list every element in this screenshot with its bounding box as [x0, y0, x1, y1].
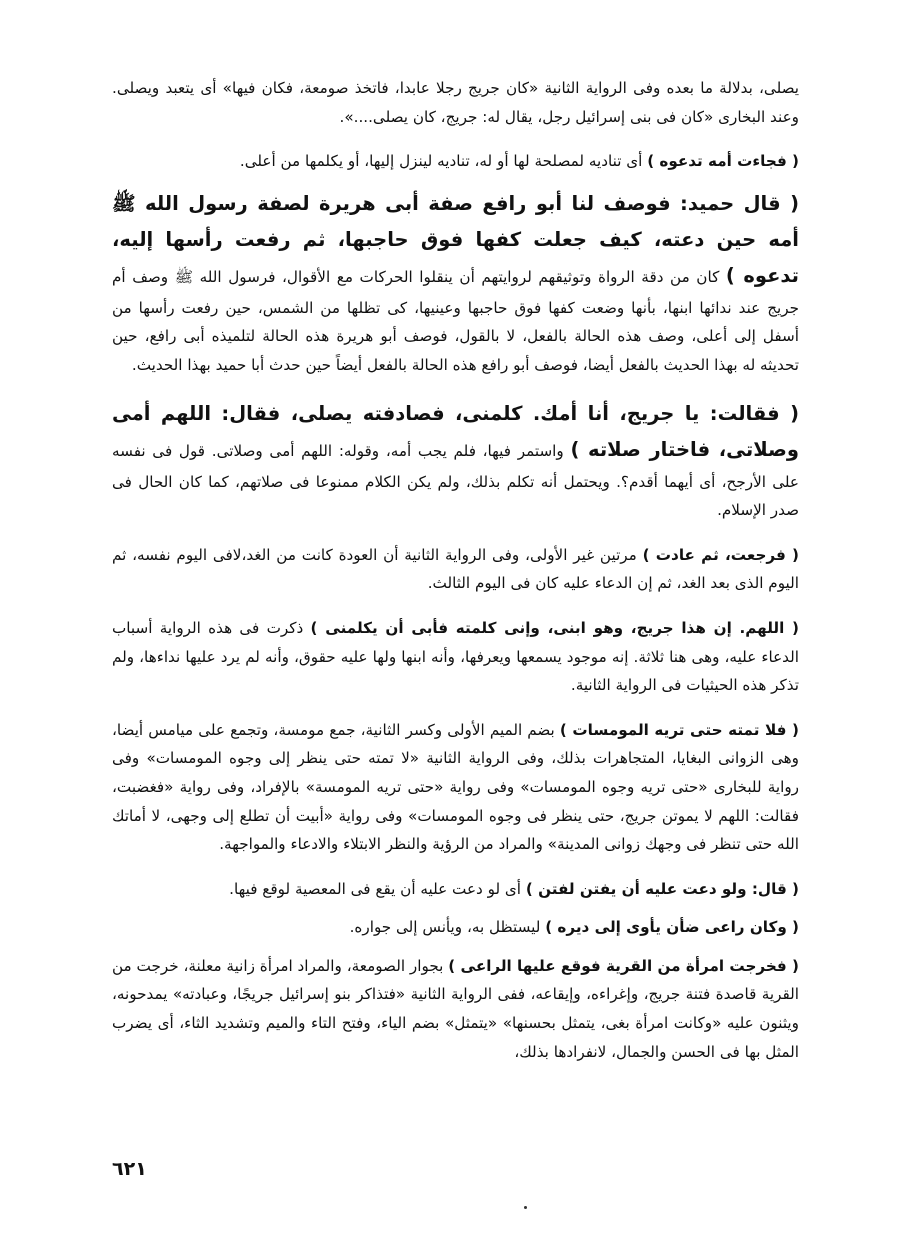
paragraph-10 [112, 952, 799, 1066]
page-number: ٦٢١ [112, 1158, 147, 1180]
footer-dot-mark [524, 1206, 527, 1209]
paragraph-4-lead: ( فقالت: يا جريج، أنا أمك. كلمنى، فصادفته يصلى، فقال: اللهم أمى وصلاتى، فاختار صلاته ) [112, 401, 799, 461]
paragraph-1 [112, 74, 799, 131]
paragraph-9 [112, 913, 799, 942]
paragraph-2 [112, 147, 799, 176]
paragraph-4 [112, 396, 799, 525]
paragraph-6-lead: ( اللهم. إن هذا جريج، وهو ابنى، وإنى كلمته فأبى أن يكلمنى ) [310, 618, 799, 637]
paragraph-3-lead: ( قال حميد: فوصف لنا أبو رافع صفة أبى هريرة لصفة رسول الله ﷺ أمه حين دعته، كيف جعلت كفها فوق حاجبها، ثم رفعت رأسها إليه، تدعوه ) [112, 191, 799, 287]
paragraph-9-text: ليستظل به، ويأنس إلى جواره. [349, 918, 546, 937]
paragraph-3-text: كان من دقة الرواة وتوثيقهم لروايتهم أن ينقلوا الحركات مع الأقوال، فرسول الله ﷺ وصف أم جريج عند ندائها ابنها، بأنها وضعت كفها فوق حاجبها وعينيها، كى تظلها من الشمس، حين رفعت رأسها من أسفل إلى أعلى، وصف هذه الحالة بالفعل، لا بالقول، فوصف أبو هريرة هذه الحالة لتلميذه أبى رافع، حين تحديثه له بهذا الحديث بالفعل أيضا، فوصف أبو رافع هذه الحالة بالفعل أيضاً حين حدث أبا حميد بهذا الحديث. [112, 267, 799, 374]
paragraph-1-text: يصلى، بدلالة ما بعده وفى الرواية الثانية «كان جريج رجلا عابدا، فاتخذ صومعة، فكان فيها» أى يتعبد ويصلى. وعند البخارى «كان فى بنى إسرائيل رجل، يقال له: جريج، كان يصلى....». [112, 79, 799, 126]
paragraph-3 [112, 186, 799, 380]
paragraph-8-lead: ( قال: ولو دعت عليه أن يفتن لفتن ) [525, 879, 799, 898]
paragraph-5-text: مرتين غير الأولى، وفى الرواية الثانية أن العودة كانت من الغد،لافى اليوم نفسه، ثم اليوم الذى بعد الغد، ثم إن الدعاء عليه كان فى اليوم الثالث. [112, 545, 799, 593]
paragraph-5-lead: ( فرجعت، ثم عادت ) [642, 545, 799, 564]
paragraph-2-text: أى تناديه لمصلحة لها أو له، تناديه لينزل إليها، أو يكلمها من أعلى. [239, 152, 648, 171]
paragraph-7-lead: ( فلا تمته حتى تريه المومسات ) [559, 720, 800, 739]
paragraph-8 [112, 875, 799, 904]
paragraph-8-text: أى لو دعت عليه أن يقع فى المعصية لوقع فيها. [229, 879, 526, 898]
paragraph-5 [112, 541, 799, 598]
paragraph-9-lead: ( وكان راعى ضأن يأوى إلى ديره ) [545, 918, 799, 937]
paragraph-7 [112, 716, 799, 859]
paragraph-6-text: ذكرت فى هذه الرواية أسباب الدعاء عليه، وهى هنا ثلاثة. إنه موجود يسمعها ويعرفها، وأنه ابنها ولها عليه حقوق، وأنه لم يرد عليها نداءها، ولم تذكر هذه الحيثيات فى الرواية الثانية. [112, 618, 799, 695]
paragraph-2-lead: ( فجاءت أمه تدعوه ) [647, 152, 799, 171]
paragraph-4-text: واستمر فيها، فلم يجب أمه، وقوله: اللهم أمى وصلاتى. قول فى نفسه على الأرجح، أى أيهما أقدم؟. ويحتمل أنه تكلم بذلك، ولم يكن الكلام ممنوعا فى صلاتهم، كما كان الحال فى صدر الإسلام. [112, 441, 799, 520]
paragraph-10-lead: ( فخرجت امرأة من القرية فوقع عليها الراعى ) [448, 956, 799, 975]
paragraph-7-text: بضم الميم الأولى وكسر الثانية، جمع مومسة، وتجمع على ميامس أيضا، وهى الزوانى البغايا، المتجاهرات بذلك، وفى الرواية الثانية «لا تمته حتى ينظر إلى وجوه المومسات» وفى رواية للبخارى «حتى تريه وجوه المومسات» وفى رواية «حتى تريه المومسة» بالإفراد، وفى رواية «فغضبت، فقالت: اللهم لا يموتن جريج، حتى ينظر فى وجوه المومسات» وفى رواية «أبيت أن تطلع إلى وجهى، لا أماتك الله حتى تنظر فى وجهك زوانى المدينة» والمراد من الرؤية والنظر الابتلاء والادعاء والمواجهة. [112, 720, 799, 854]
paragraph-10-text: بجوار الصومعة، والمراد امرأة زانية معلنة، خرجت من القرية قاصدة فتنة جريج، وإغراءه، وإيقاعه، ففى الرواية الثانية «فتذاكر بنو إسرائيل جريجًا، وعبادته» يمدحونه، ويثنون عليه «وكانت امرأة بغى، يتمثل بحسنها» «يتمثل» بضم الياء، وفتح التاء والميم وتشديد الثاء، أى يضرب المثل بها فى الحسن والجمال، لانفرادها بذلك، [112, 956, 799, 1061]
paragraph-6 [112, 614, 799, 700]
